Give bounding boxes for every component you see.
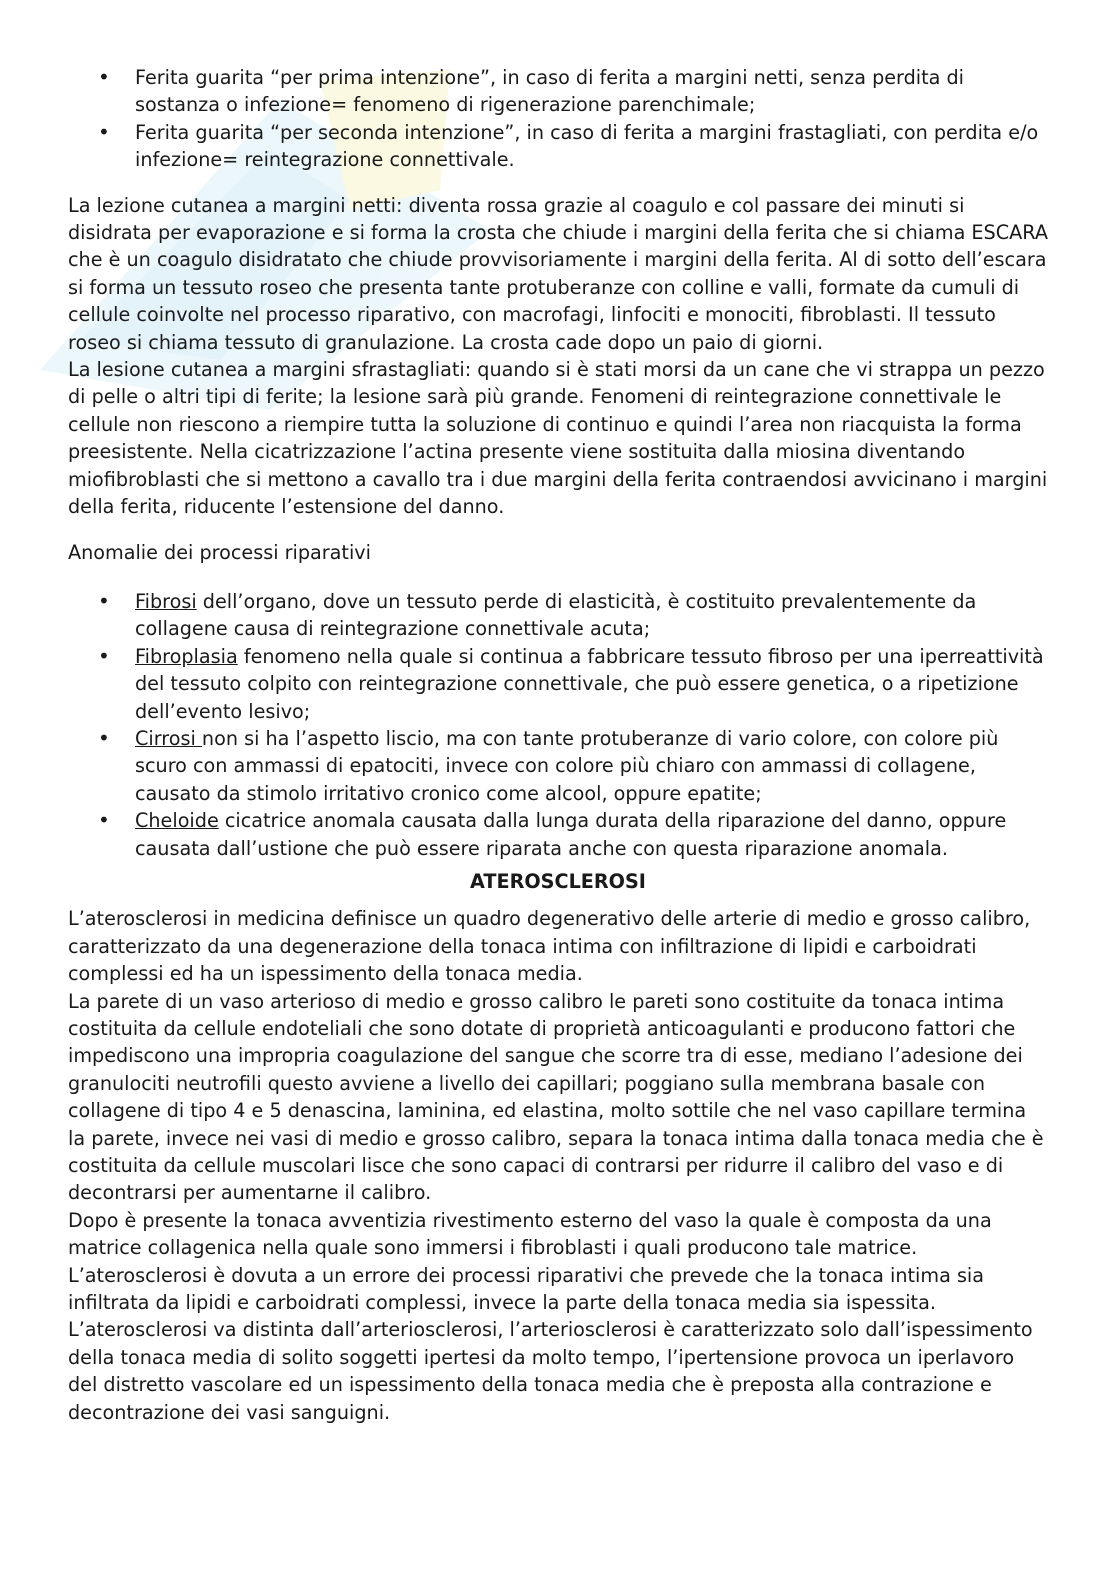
term-fibroplasia: Fibroplasia	[135, 644, 238, 668]
list-item	[68, 725, 1048, 807]
paragraph-arteriosclerosi: L’aterosclerosi va distinta dall’arteriosclerosi, l’arteriosclerosi è caratterizzato solo dall’ispessimento della tonaca media di solito soggetti ipertesi da molto tempo, l’ipertensione provoca un iperlavoro del distretto vascolare ed un ispessimento della tonaca media che è preposta alla contrazione e decontrazione dei vasi sanguigni.	[68, 1318, 1033, 1424]
list-item	[68, 807, 1048, 862]
anomalie-heading: Anomalie dei processi riparativi	[68, 540, 371, 564]
term-cirrosi: Cirrosi	[135, 726, 202, 750]
list-item	[68, 588, 1048, 643]
paragraph-definition: L’aterosclerosi in medicina definisce un quadro degenerativo delle arterie di medio e grosso calibro, caratterizzato da una degenerazione della tonaca intima con infiltrazione di lipidi e carboidrati complessi ed ha un ispessimento della tonaca media.	[68, 907, 1031, 986]
paragraph-vessel-wall: La parete di un vaso arterioso di medio e grosso calibro le pareti sono costituite da tonaca intima costituita da cellule endoteliali che sono dotate di proprietà anticoagulanti e producono fattori che impediscono una impropria coagulazione del sangue che scorre tra di esse, mediano l’adesione dei granulociti neutrofili questo avviene a livello dei capillari; poggiano sulla membrana basale con collagene di tipo 4 e 5 denascina, laminina, ed elastina, molto sottile che nel vaso capillare termina la parete, invece nei vasi di medio e grosso calibro, separa la tonaca intima dalla tonaca media che è costituita da cellule muscolari lisce che sono capaci di contrarsi per ridurre il calibro del vaso e di decontrarsi per aumentarne il calibro.	[68, 989, 1044, 1205]
section-title: ATEROSCLEROSI	[470, 869, 646, 893]
term-description: non si ha l’aspetto liscio, ma con tante protuberanze di vario colore, con colore più scuro con ammassi di epatociti, invece con colore più chiaro con ammassi di collagene, causato da stimolo irritativo cronico come alcool, oppure epatite;	[135, 726, 999, 805]
list-item: • Ferita guarita “per prima intenzione”, in caso di ferita a margini netti, senza perdita di sostanza o infezione= fenomeno di rigenerazione parenchimale;	[68, 64, 1048, 119]
healing-type-list	[68, 64, 1048, 174]
list-item: • Ferita guarita “per seconda intenzione”, in caso di ferita a margini frastagliati, con perdita e/o infezione= reintegrazione connettivale.	[68, 119, 1048, 174]
paragraph-clean-lesion: La lezione cutanea a margini netti: diventa rossa grazie al coagulo e col passare dei minuti si disidrata per evaporazione e si forma la crosta che chiude i margini della ferita che si chiama ESCARA che è un coagulo disidratato che chiude provvisoriamente i margini della ferita. Al di sotto dell’escara si forma un tessuto roseo che presenta tante protuberanze con colline e valli, formate da cumuli di cellule coinvolte nel processo riparativo, con macrofagi, linfociti e monociti, fibroblasti. Il tessuto roseo si chiama tessuto di granulazione. La crosta cade dopo un paio di giorni.	[68, 193, 1048, 354]
term-cheloide: Cheloide	[135, 809, 219, 833]
paragraph-jagged-lesion: La lesione cutanea a margini sfrastagliati: quando si è stati morsi da un cane che vi strappa un pezzo di pelle o altri tipi di ferite; la lesione sarà più grande. Fenomeni di reintegrazione connettivale le cellule non riescono a riempire tutta la soluzione di continuo e quindi l’area non riacquista la forma preesistente. Nella cicatrizzazione l’actina presente viene sostituita dalla miosina diventando miofibroblasti che si mettono a cavallo tra i due margini della ferita contraendosi avvicinano i margini della ferita, riducente l’estensione del danno.	[68, 358, 1048, 519]
anomalie-list	[68, 588, 1048, 862]
document-page	[68, 64, 1048, 1426]
term-description: fenomeno nella quale si continua a fabbricare tessuto fibroso per una iperreattività del tessuto colpito con reintegrazione connettivale, che può essere genetica, o a ripetizione dell’evento lesivo;	[135, 644, 1044, 723]
term-description: cicatrice anomala causata dalla lunga durata della riparazione del danno, oppure causata dall’ustione che può essere riparata anche con questa riparazione anomala.	[135, 809, 1007, 860]
list-item	[68, 643, 1048, 725]
paragraph-cause: L’aterosclerosi è dovuta a un errore dei processi riparativi che prevede che la tonaca intima sia infiltrata da lipidi e carboidrati complessi, invece la parte della tonaca media sia ispessita.	[68, 1263, 985, 1315]
term-fibrosi: Fibrosi	[135, 589, 197, 613]
term-description: dell’organo, dove un tessuto perde di elasticità, è costituito prevalentemente da collagene causa di reintegrazione connettivale acuta;	[135, 589, 977, 641]
paragraph-tonaca-avventizia: Dopo è presente la tonaca avventizia rivestimento esterno del vaso la quale è composta da una matrice collagenica nella quale sono immersi i fibroblasti i quali producono tale matrice.	[68, 1208, 992, 1260]
